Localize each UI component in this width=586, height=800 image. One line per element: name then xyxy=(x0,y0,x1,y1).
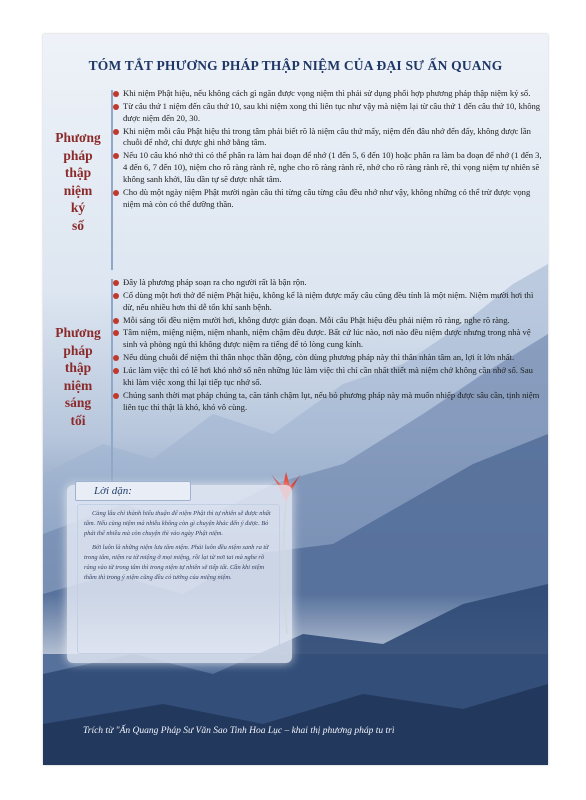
bullet-icon xyxy=(113,293,119,299)
advice-panel xyxy=(67,485,292,663)
bullet-icon xyxy=(113,129,119,135)
section-ky-so xyxy=(113,88,543,212)
list-item: Từ câu thứ 1 niệm đến câu thứ 10, sau khi niệm xong thì liên tục như vậy mà niệm lại từ câu thứ 1 đến câu thứ 10, không được niệm đến 20, 30. xyxy=(113,101,543,125)
page-title: TÓM TẮT PHƯƠNG PHÁP THẬP NIỆM CỦA ĐẠI SƯ ẤN QUANG xyxy=(88,58,503,73)
bullet-icon xyxy=(113,91,119,97)
advice-paragraph: Bởi luôn là những niệm lưu tâm niệm. Phải luôn đều niệm sanh ra từ trong tâm, niệm ra từ miệng ở mọi miệng, rồi lại từ nơi tai mà nghe rõ ràng vào từ trong tâm thì trong niệm tự nhiên sẽ tiếp tất. Cần khi niệm thầm thì trong ý niệm cũng đều có tướng của miệng niệm. xyxy=(84,543,269,581)
section-label-ky-so: Phương pháp thập niệm ký số xyxy=(55,130,101,233)
bullet-icon xyxy=(113,368,119,374)
list-item: Nếu 10 câu khó nhớ thì có thể phân ra làm hai đoạn để nhớ (1 đến 5, 6 đến 10) hoặc phân ra làm ba đoạn để nhớ (1 đến 3, 4 đến 6, 7 đến 10), niệm cho rõ ràng rành rẽ, nghe cho rõ ràng rành rẽ, nhớ cho rõ ràng rành rẽ, thì vọng niệm tự nhiên sẽ không sanh khởi, lâu dần tự sẽ được nhất tâm. xyxy=(113,150,543,186)
list-item: Mỗi sáng tối đều niệm mười hơi, không được gián đoạn. Mỗi câu Phật hiệu đều phải niệm rõ ràng, nghe rõ ràng. xyxy=(113,315,543,327)
page xyxy=(43,34,548,765)
list-item: Tâm niệm, miệng niệm, niệm nhanh, niệm chậm đều được. Bất cứ lúc nào, nơi nào đều niệm được nhưng trong nhà vệ sinh và phòng ngủ thì không được niệm ra tiếng để tỏ lòng cung kính. xyxy=(113,327,543,351)
advice-title: Lời dặn: xyxy=(75,481,191,501)
bullet-icon xyxy=(113,190,119,196)
bullet-icon xyxy=(113,318,119,324)
list-item: Khi niệm mỗi câu Phật hiệu thì trong tâm phải biết rõ là niệm câu thứ mấy, niệm đến đâu nhớ đến đấy, không được lần chuỗi để nhớ, chỉ được ghi nhớ bằng tâm. xyxy=(113,126,543,150)
list-item: Khi niệm Phật hiệu, nếu không cách gì ngăn được vọng niệm thì phải sử dụng phối hợp phương pháp thập niệm ký số. xyxy=(113,88,543,100)
bullet-icon xyxy=(113,153,119,159)
advice-paragraph: Càng lâu chỉ thành hiểu thuận để niệm Phật thì tự nhiên sẽ được nhất tâm. Nếu cùng niệm mà nhiều không còn gì chuyện khác đến ý được. Bỏ phát thể nhiều mà còn chuyện thì vào ngày Phật niệm. xyxy=(84,510,271,537)
section-label-sang-toi: Phương pháp thập niệm sáng tối xyxy=(55,325,101,428)
list-item: Đây là phương pháp soạn ra cho người rất là bận rộn. xyxy=(113,277,543,289)
list-item: Cho dù một ngày niệm Phật mười ngàn câu thì từng câu từng câu đều nhớ như vậy, không những có thể trừ được vọng niệm mà còn có thể dưỡng thần. xyxy=(113,187,543,211)
section-sang-toi xyxy=(113,277,543,414)
advice-text xyxy=(77,504,280,654)
list-item: Chúng sanh thời mạt pháp chúng ta, căn tánh chậm lụt, nếu bỏ phương pháp này mà muốn nhiếp được sâu cần, tịnh niệm liên tục thì thật là khó, khó vô cùng. xyxy=(113,390,543,414)
list-item: Nếu dùng chuỗi để niệm thì thân nhọc thần động, còn dùng phương pháp này thì thân nhàn tâm an, lợi ít lớn nhất. xyxy=(113,352,543,364)
bullet-icon xyxy=(113,393,119,399)
list-item: Cố dùng một hơi thở để niệm Phật hiệu, không kể là niệm được mấy câu cũng đều tính là một niệm. Niệm mười hơi thì dừ, nếu nhiều hơn thì dễ tổn khí sanh bệnh. xyxy=(113,290,543,314)
bullet-icon xyxy=(113,330,119,336)
bullet-icon xyxy=(113,280,119,286)
bullet-icon xyxy=(113,355,119,361)
list-item: Lúc làm việc thì có lẽ hơi khó nhớ số nên những lúc làm việc thì chỉ cần nhất thiết mà niệm chớ không cần nhớ số. Sau khi làm việc xong thì lại tiếp tục nhớ số. xyxy=(113,365,543,389)
source-citation: Trích từ "Ấn Quang Pháp Sư Văn Sao Tinh Hoa Lục – khai thị phương pháp tu trì xyxy=(83,726,395,736)
bullet-icon xyxy=(113,104,119,110)
